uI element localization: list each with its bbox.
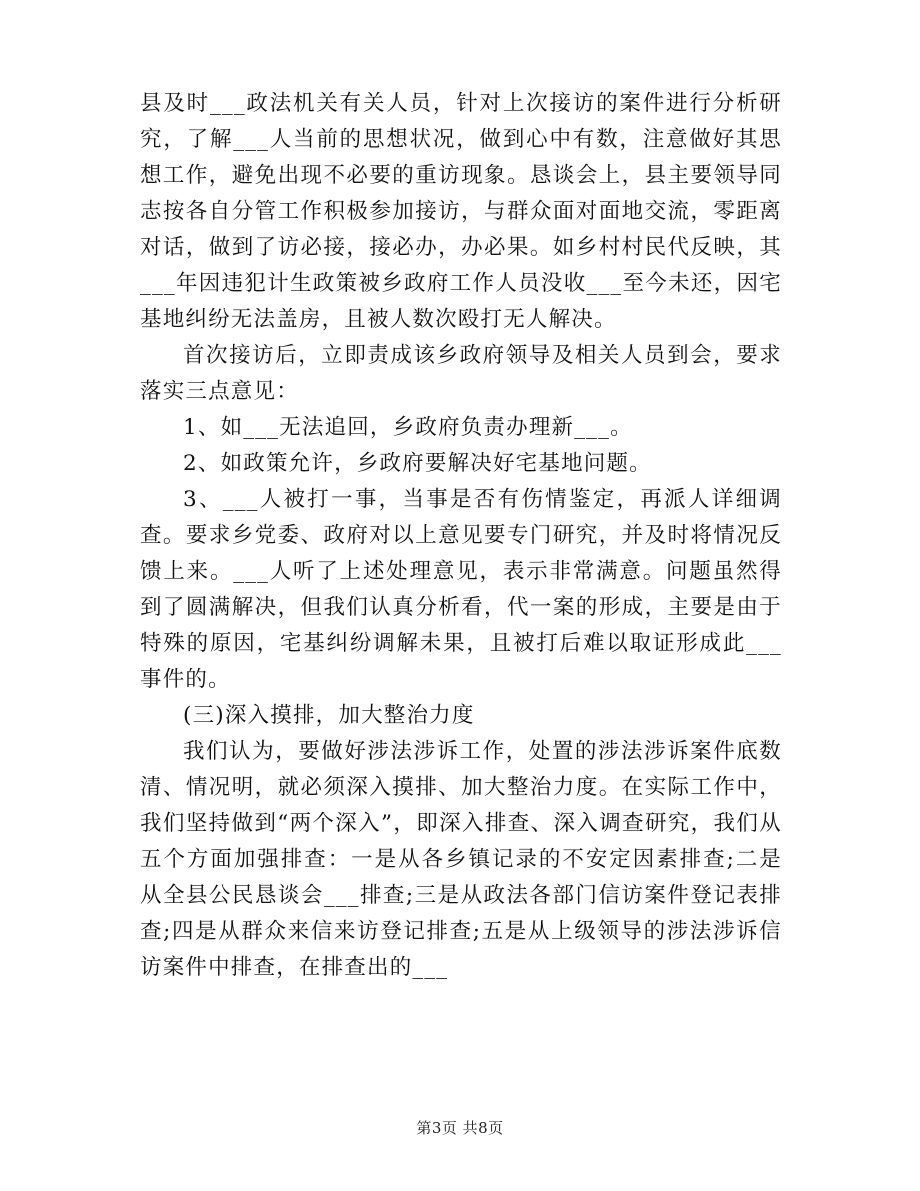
list-item-3: 3、___人被打一事，当事是否有伤情鉴定，再派人详细调查。要求乡党委、政府对以上意见要专门研究，并及时将情况反馈上来。___人听了上述处理意见，表示非常满意。问题虽然得到了圆满解决，但我们认真分析看，代一案的形成，主要是由于特殊的原因，宅基纠纷调解未果，且被打后难以取证形成此___事件的。 <box>140 487 782 692</box>
paragraph-investigation: 我们认为，要做好涉法涉诉工作，处置的涉法涉诉案件底数清、情况明，就必须深入摸排、加大整治力度。在实际工作中，我们坚持做到“两个深入”，即深入排查、深入调查研究，我们从五个方面加强排查：一是从各乡镇记录的不安定因素排查;二是从全县公民恳谈会___排查;三是从政法各部门信访案件登记表排查;四是从群众来信来访登记排查;五是从上级领导的涉法涉诉信访案件中排查，在排查出的___ <box>140 739 782 980</box>
paragraph-first-visit: 首次接访后，立即责成该乡政府领导及相关人员到会，要求落实三点意见： <box>140 343 782 404</box>
page-indicator: 第3页 共8页 <box>416 1119 504 1137</box>
document-body <box>140 86 782 986</box>
section-heading: (三)深入摸排，加大整治力度 <box>183 703 475 728</box>
paragraph-continuation: 县及时___政法机关有关人员，针对上次接访的案件进行分析研究，了解___人当前的思想状况，做到心中有数，注意做好其思想工作，避免出现不必要的重访现象。恳谈会上，县主要领导同志按各自分管工作积极参加接访，与群众面对面地交流，零距离对话，做到了访必接，接必办，办必果。如乡村村民代反映，其___年因违犯计生政策被乡政府工作人员没收___至今未还，因宅基地纠纷无法盖房，且被人数次殴打无人解决。 <box>140 91 782 332</box>
list-item-2: 2、如政策允许，乡政府要解决好宅基地问题。 <box>183 451 652 476</box>
list-item-1: 1、如___无法追回，乡政府负责办理新___。 <box>183 415 633 440</box>
